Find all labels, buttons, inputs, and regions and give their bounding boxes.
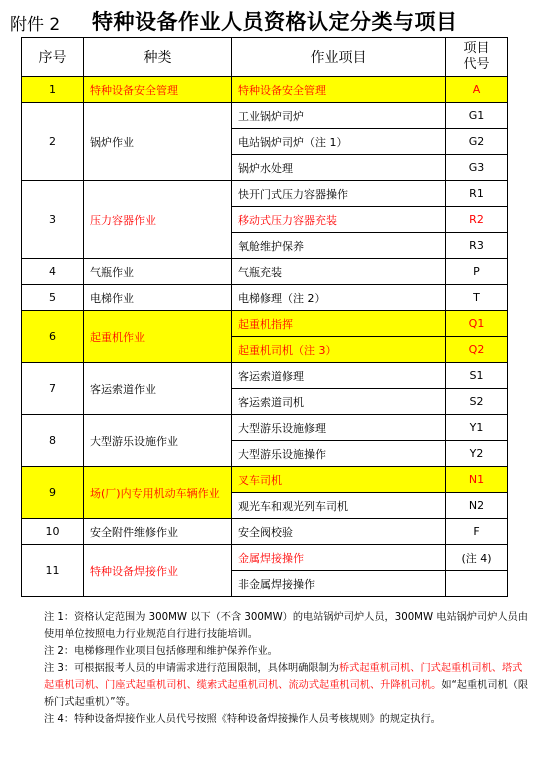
document-title: 特种设备作业人员资格认定分类与项目 — [92, 9, 458, 34]
row-code: Y2 — [446, 441, 508, 467]
row-category: 大型游乐设施作业 — [84, 415, 232, 467]
row-item: 氧舱维护保养 — [232, 233, 446, 259]
header-code — [446, 38, 508, 77]
row-code: N2 — [446, 493, 508, 519]
note-3-prefix: 注 3：可根据报考人员的申请需求进行范围限制，具体明确限制为 — [44, 663, 339, 674]
table-header-row — [22, 38, 508, 77]
attachment-label: 附件 2 — [10, 15, 61, 35]
row-category: 场(厂)内专用机动车辆作业 — [84, 467, 232, 519]
row-number: 2 — [22, 103, 84, 181]
table-row — [22, 259, 508, 285]
row-item: 非金属焊接操作 — [232, 571, 446, 597]
header-code-line2: 代号 — [463, 57, 490, 72]
row-code: S1 — [446, 363, 508, 389]
row-item: 电站锅炉司炉（注 1） — [232, 129, 446, 155]
row-item: 锅炉水处理 — [232, 155, 446, 181]
row-code: R1 — [446, 181, 508, 207]
row-code: T — [446, 285, 508, 311]
row-code: P — [446, 259, 508, 285]
row-item: 工业锅炉司炉 — [232, 103, 446, 129]
row-item: 安全阀校验 — [232, 519, 446, 545]
row-code: G3 — [446, 155, 508, 181]
row-item: 金属焊接操作 — [232, 545, 446, 571]
row-code: F — [446, 519, 508, 545]
title-row — [0, 6, 536, 36]
row-category: 起重机作业 — [84, 311, 232, 363]
row-item: 起重机指挥 — [232, 311, 446, 337]
row-item: 移动式压力容器充装 — [232, 207, 446, 233]
note-1: 注 1：资格认定范围为 300MW 以下（不含 300MW）的电站锅炉司炉人员，300MW 电站锅炉司炉人员由使用单位按照电力行业规范自行进行技能培训。 — [44, 612, 528, 640]
table-row — [22, 103, 508, 129]
table-row — [22, 519, 508, 545]
row-code: Q2 — [446, 337, 508, 363]
row-category: 客运索道作业 — [84, 363, 232, 415]
row-item: 气瓶充装 — [232, 259, 446, 285]
header-code-line1: 项目 — [463, 41, 490, 56]
row-code: A — [446, 77, 508, 103]
table-row — [22, 467, 508, 493]
note-2: 注 2：电梯修理作业项目包括修理和维护保养作业。 — [44, 646, 278, 657]
row-item: 大型游乐设施操作 — [232, 441, 446, 467]
row-code: S2 — [446, 389, 508, 415]
table-row — [22, 545, 508, 571]
row-code: G1 — [446, 103, 508, 129]
row-code: Y1 — [446, 415, 508, 441]
row-item: 起重机司机（注 3） — [232, 337, 446, 363]
row-item: 客运索道司机 — [232, 389, 446, 415]
row-item: 大型游乐设施修理 — [232, 415, 446, 441]
row-number: 8 — [22, 415, 84, 467]
row-number: 10 — [22, 519, 84, 545]
note-3 — [4, 660, 530, 711]
header-number: 序号 — [22, 38, 84, 77]
row-item: 快开门式压力容器操作 — [232, 181, 446, 207]
table-row — [22, 311, 508, 337]
row-category: 特种设备安全管理 — [84, 77, 232, 103]
row-code: R2 — [446, 207, 508, 233]
row-code: Q1 — [446, 311, 508, 337]
note-4: 注 4：特种设备焊接作业人员代号按照《特种设备焊接操作人员考核规则》的规定执行。 — [44, 714, 441, 725]
note-3-restrictions: 桥式起重机司机、门式起重机司机、塔式起重机司机、门座式起重机司机、缆索式起重机司机、流动式起重机司机、升降机司机。 — [44, 663, 523, 691]
row-item: 观光车和观光列车司机 — [232, 493, 446, 519]
row-number: 3 — [22, 181, 84, 259]
row-category: 压力容器作业 — [84, 181, 232, 259]
header-item: 作业项目 — [232, 38, 446, 77]
row-code: G2 — [446, 129, 508, 155]
row-code — [446, 571, 508, 597]
row-item: 特种设备安全管理 — [232, 77, 446, 103]
row-number: 9 — [22, 467, 84, 519]
row-number: 11 — [22, 545, 84, 597]
table-row — [22, 363, 508, 389]
header-category: 种类 — [84, 38, 232, 77]
row-code: N1 — [446, 467, 508, 493]
row-code: R3 — [446, 233, 508, 259]
row-category: 特种设备焊接作业 — [84, 545, 232, 597]
row-item: 电梯修理（注 2） — [232, 285, 446, 311]
row-number: 1 — [22, 77, 84, 103]
note-3-suffix: 如“起重机司机（限桥门式起重机）”等。 — [44, 680, 529, 708]
row-category: 安全附件维修作业 — [84, 519, 232, 545]
classification-table — [21, 37, 508, 597]
row-number: 6 — [22, 311, 84, 363]
row-category: 电梯作业 — [84, 285, 232, 311]
row-number: 7 — [22, 363, 84, 415]
row-category: 锅炉作业 — [84, 103, 232, 181]
table-row — [22, 181, 508, 207]
row-code: (注 4) — [446, 545, 508, 571]
row-item: 叉车司机 — [232, 467, 446, 493]
row-category: 气瓶作业 — [84, 259, 232, 285]
table-row — [22, 285, 508, 311]
table-row — [22, 77, 508, 103]
row-item: 客运索道修理 — [232, 363, 446, 389]
notes-section — [4, 609, 530, 728]
row-number: 4 — [22, 259, 84, 285]
row-number: 5 — [22, 285, 84, 311]
table-row — [22, 415, 508, 441]
